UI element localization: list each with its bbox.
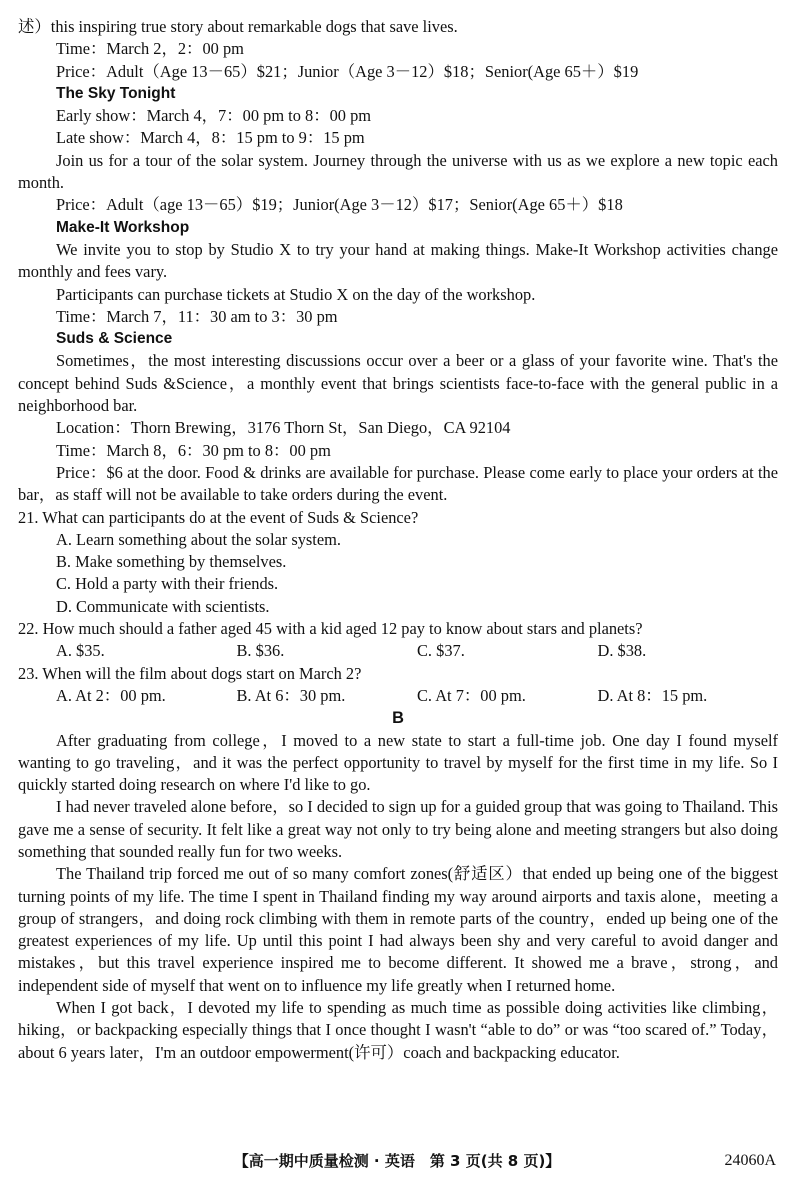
intro-tail: 述）this inspiring true story about remarkable dogs that save lives. (18, 17, 458, 36)
sky-title: The Sky Tonight (56, 84, 176, 102)
section-b-label: B (392, 709, 404, 728)
q23-options (18, 685, 778, 707)
sky-early: Early show：March 4，7：00 pm to 8：00 pm (56, 106, 372, 126)
q23-option-a: A. At 2：00 pm. (56, 685, 166, 705)
q22-option-d: D. $38. (597, 641, 647, 661)
film-price: Price：Adult（Age 13－65）$21；Junior（Age 3－12）$18；Senior(Age 65＋）$19 (56, 61, 639, 81)
q22-option-b: B. $36. (236, 641, 285, 661)
make-title: Make-It Workshop (56, 218, 190, 236)
make-time: Time：March 7，11：30 am to 3：30 pm (56, 306, 338, 326)
suds-location: Location：Thorn Brewing，3176 Thorn St，San Diego，CA 92104 (56, 418, 511, 438)
q23-option-c: C. At 7：00 pm. (417, 685, 526, 705)
footer-title: 【高一期中质量检测 · 英语 第 3 页(共 8 页)】 (233, 1152, 561, 1170)
q22-option-a: A. $35. (56, 641, 105, 661)
footer-code: 24060A (724, 1152, 776, 1169)
sky-late: Late show：March 4，8：15 pm to 9：15 pm (56, 128, 365, 148)
q21-option-a: A. Learn something about the solar system. (56, 529, 341, 549)
q22-option-c: C. $37. (417, 641, 465, 661)
make-desc1: We invite you to stop by Studio X to try your hand at making things. Make-It Workshop activities change monthly and fees vary. (18, 239, 778, 282)
suds-desc: Sometimes，the most interesting discussions occur over a beer or a glass of your favorite wine. That's the concept behind Suds &Science，a monthly event that brings scientists face-to-face with the general public in a neighborhood bar. (18, 351, 778, 416)
sky-desc: Join us for a tour of the solar system. Journey through the universe with us as we explore a new topic each month. (18, 150, 778, 193)
q21-option-c: C. Hold a party with their friends. (56, 574, 279, 594)
passage-b-p3: The Thailand trip forced me out of so many comfort zones(舒适区）that ended up being one of the biggest turning points of my life. The time I spent in Thailand finding my way around airports and taxis alone，meeting a group of strangers，and doing rock climbing with them in remote parts of the country，ended up being one of the greatest experiences of my life. Up until this point I had always been shy and very careful to avoid danger and mistakes，but this travel experience inspired me to become different. It showed me a brave，strong，and independent side of myself that went on to influence my life greatly when I returned home. (18, 864, 778, 995)
q22-options (18, 640, 778, 662)
q21-stem: 21. What can participants do at the event of Suds & Science? (18, 507, 419, 527)
suds-title: Suds & Science (56, 330, 173, 348)
passage-b-p4: When I got back，I devoted my life to spending as much time as possible doing activities like climbing，hiking，or backpacking especially things that I once thought I wasn't “able to do” or was “too scared of.” Today，about 6 years later，I'm an outdoor empowerment(许可）coach and backpacking educator. (18, 998, 778, 1062)
page-footer (0, 1150, 794, 1174)
passage-b-p1: After graduating from college，I moved to a new state to start a full-time job. One day I found myself wanting to go traveling，and it was the perfect opportunity to travel by myself for the first time in my life. So I quickly started doing research on where I'd like to go. (18, 730, 778, 795)
q23-option-d: D. At 8：15 pm. (597, 685, 708, 705)
suds-price: Price：$6 at the door. Food & drinks are available for purchase. Please come early to place your orders at the bar，as staff will not be available to take orders during the event. (18, 462, 778, 505)
q21-option-d: D. Communicate with scientists. (56, 596, 270, 616)
film-time: Time：March 2，2：00 pm (56, 39, 244, 59)
passage-b-p2: I had never traveled alone before，so I decided to sign up for a guided group that was going to Thailand. This gave me a sense of security. It felt like a great way not only to try being alone and meeting strangers but also doing something that sounded really fun for two weeks. (18, 797, 778, 861)
make-desc2: Participants can purchase tickets at Studio X on the day of the workshop. (56, 284, 536, 304)
q23-option-b: B. At 6：30 pm. (236, 685, 346, 705)
suds-time: Time：March 8，6：30 pm to 8：00 pm (56, 440, 331, 460)
sky-price: Price：Adult（age 13－65）$19；Junior(Age 3－12）$17；Senior(Age 65＋）$18 (56, 195, 623, 215)
exam-page (18, 16, 778, 1064)
q21-option-b: B. Make something by themselves. (56, 552, 287, 572)
q23-stem: 23. When will the film about dogs start on March 2? (18, 663, 362, 683)
q22-stem: 22. How much should a father aged 45 with a kid aged 12 pay to know about stars and planets? (18, 619, 643, 639)
